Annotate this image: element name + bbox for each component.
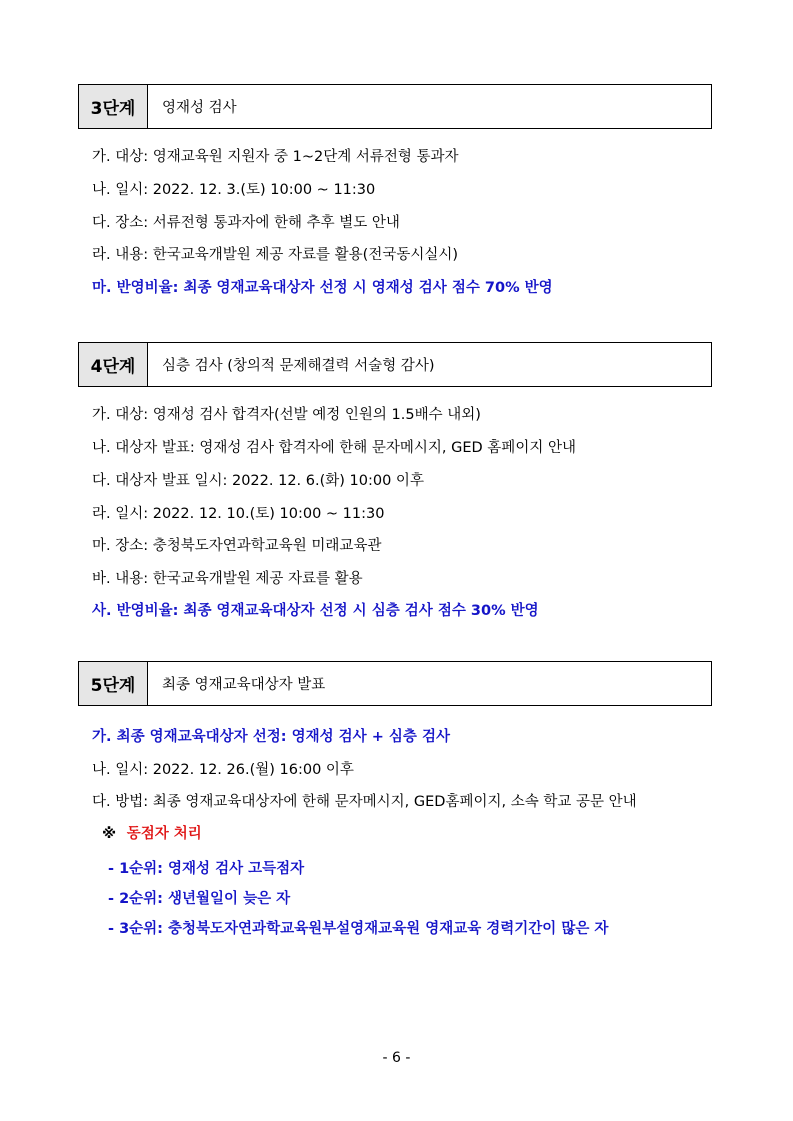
tie-rule-1: - 1순위: 영재성 검사 고득점자 (108, 861, 305, 877)
stage3-item-e: 마. 반영비율: 최종 영재교육대상자 선정 시 영재성 검사 점수 70% 반영 (92, 280, 553, 296)
stage5-item-a: 가. 최종 영재교육대상자 선정: 영재성 검사 + 심층 검사 (92, 729, 450, 745)
stage3-item-d: 라. 내용: 한국교육개발원 제공 자료를 활용(전국동시실시) (92, 247, 459, 263)
stage4-label: 4단계 (79, 343, 148, 386)
tie-break-title: 동점자 처리 (126, 826, 202, 842)
stage3-header (78, 84, 712, 129)
stage5-item-b: 나. 일시: 2022. 12. 26.(월) 16:00 이후 (92, 762, 354, 778)
tie-break-heading (102, 822, 202, 843)
reference-mark-icon: ※ (102, 826, 117, 842)
stage3-item-b: 나. 일시: 2022. 12. 3.(토) 10:00 ~ 11:30 (92, 182, 376, 198)
tie-rule-2: - 2순위: 생년월일이 늦은 자 (108, 891, 291, 907)
stage4-header (78, 342, 712, 387)
stage5-title: 최종 영재교육대상자 발표 (162, 677, 326, 693)
page-number: - 6 - (382, 1050, 411, 1066)
stage4-item-g: 사. 반영비율: 최종 영재교육대상자 선정 시 심층 검사 점수 30% 반영 (92, 603, 539, 619)
stage5-header (78, 661, 712, 706)
stage3-item-c: 다. 장소: 서류전형 통과자에 한해 추후 별도 안내 (92, 215, 400, 231)
stage4-title: 심층 검사 (창의적 문제해결력 서술형 감사) (162, 358, 435, 374)
stage3-title: 영재성 검사 (162, 100, 237, 116)
tie-rule-3: - 3순위: 충청북도자연과학교육원부설영재교육원 영재교육 경력기간이 많은 자 (108, 921, 609, 937)
stage5-label: 5단계 (79, 662, 148, 705)
stage3-label: 3단계 (79, 85, 148, 128)
stage4-item-c: 다. 대상자 발표 일시: 2022. 12. 6.(화) 10:00 이후 (92, 473, 424, 489)
stage4-item-f: 바. 내용: 한국교육개발원 제공 자료를 활용 (92, 571, 363, 587)
stage4-item-e: 마. 장소: 충청북도자연과학교육원 미래교육관 (92, 538, 382, 554)
stage4-item-a: 가. 대상: 영재성 검사 합격자(선발 예정 인원의 1.5배수 내외) (92, 407, 481, 423)
stage4-item-d: 라. 일시: 2022. 12. 10.(토) 10:00 ~ 11:30 (92, 506, 385, 522)
stage4-item-b: 나. 대상자 발표: 영재성 검사 합격자에 한해 문자메시지, GED 홈페이지 안내 (92, 440, 576, 456)
stage3-item-a: 가. 대상: 영재교육원 지원자 중 1~2단계 서류전형 통과자 (92, 149, 459, 165)
stage5-item-c: 다. 방법: 최종 영재교육대상자에 한해 문자메시지, GED홈페이지, 소속 학교 공문 안내 (92, 794, 637, 810)
